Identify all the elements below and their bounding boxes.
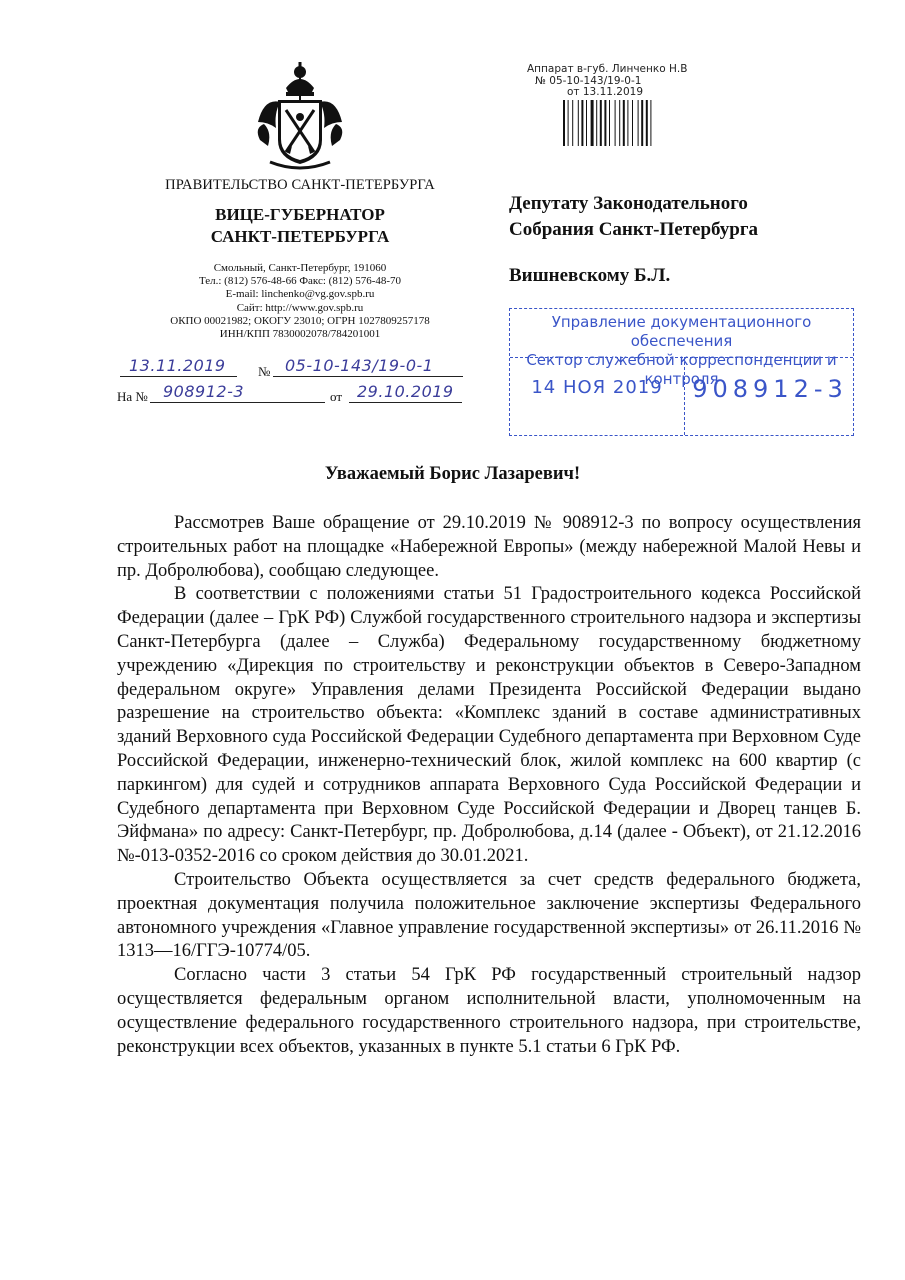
addressee-name: Вишневскому Б.Л. <box>509 265 671 286</box>
barcode-line-3: от 13.11.2019 <box>567 86 643 98</box>
addressee-line-2: Собрания Санкт-Петербурга <box>509 219 759 240</box>
outgoing-number: 05-10-143/19-0-1 <box>285 356 434 375</box>
letter-body <box>117 512 861 1059</box>
contact-site: Сайт: http://www.gov.spb.ru <box>236 301 364 314</box>
stamp-number: 908912-3 <box>692 375 848 403</box>
incoming-number: 908912-3 <box>163 382 245 401</box>
barcode-line-1: Аппарат в-губ. Линченко Н.В <box>527 63 688 75</box>
contact-phone: Тел.: (812) 576-48-66 Факс: (812) 576-48-70 <box>198 275 402 288</box>
stamp-date: 14 НОЯ 2019 <box>531 377 663 398</box>
incoming-date-label: от <box>330 389 343 404</box>
official-title <box>130 204 470 248</box>
paragraph-4: Согласно части 3 статьи 54 ГрК РФ государственный строительный надзор осуществляется федеральным органом исполнительной власти, уполномоченным на осуществление федерального государственного строительного надзора, при строительстве, реконструкции всех объектов, указанных в пункте 5.1 статьи 6 ГрК РФ. <box>117 965 861 1057</box>
contact-inn: ИНН/КПП 7830002078/784201001 <box>219 328 381 341</box>
official-title-line-2: САНКТ-ПЕТЕРБУРГА <box>210 227 390 246</box>
outgoing-number-label: № <box>258 364 271 379</box>
org-name: ПРАВИТЕЛЬСТВО САНКТ-ПЕТЕРБУРГА <box>165 177 435 193</box>
contact-email: E-mail: linchenko@vg.gov.spb.ru <box>225 288 375 301</box>
stamp-department: Управление документационного обеспечения <box>551 313 812 350</box>
paragraph-2: В соответствии с положениями статьи 51 Градостроительного кодекса Российской Федерации (далее – ГрК РФ) Службой государственного строительного надзора и экспертизы Санкт-Петербурга (далее – Служба) Федеральному государственному бюджетному учреждению «Дирекция по строительству и реконструкции объектов в Северо-Западном федеральном округе» Управления делами Президента Российской Федерации выдано разрешение на строительство объекта: «Комплекс зданий в составе административных зданий Верховного суда Российской Федерации Судебного департамента при Верховном Суде Российской Федерации, инженерно-технический блок, жилой комплекс на 600 квартир (с паркингом) для судей и сотрудников аппарата Верховного Суда Российской Федерации и Судебного департамента при Верховном Суде Российской Федерации и Дворец танцев Б. Эйфмана» по адресу: Санкт-Петербург, пр. Добролюбова, д.14 (далее - Объект), от 21.12.2016 №-013-0352-2016 со сроком действия до 30.01.2021. <box>117 584 861 867</box>
paragraph-1: Рассмотрев Ваше обращение от 29.10.2019 № 908912-3 по вопросу осуществления строительных работ на площадке «Набережной Европы» (между набережной Малой Невы и пр. Добролюбова), сообщаю следующее. <box>117 513 861 581</box>
greeting: Уважаемый Борис Лазаревич! <box>324 464 581 484</box>
paragraph-3: Строительство Объекта осуществляется за счет средств федерального бюджета, проектная документация получила положительное заключение экспертизы Федерального автономного учреждения «Главное управление государственной экспертизы» от 26.11.2016 № 1313—16/ГГЭ-10774/05. <box>117 869 861 962</box>
contact-address: Смольный, Санкт-Петербург, 191060 <box>213 262 387 274</box>
official-title-line-1: ВИЦЕ-ГУБЕРНАТОР <box>215 205 385 224</box>
barcode-label <box>527 64 687 99</box>
addressee-line-1: Депутату Законодательного <box>509 193 748 214</box>
outgoing-date: 13.11.2019 <box>129 356 226 375</box>
barcode-line-2: № 05-10-143/19-0-1 <box>535 74 642 87</box>
barcode <box>562 100 670 146</box>
contact-block <box>130 262 470 341</box>
contact-codes: ОКПО 00021982; ОКОГУ 23010; ОГРН 1027809257178 <box>170 314 430 327</box>
incoming-date: 29.10.2019 <box>357 382 454 401</box>
incoming-number-label: На № <box>117 389 148 404</box>
stamp-sector: Сектор служебной корреспонденции и контроля <box>526 351 837 388</box>
incoming-registration-stamp <box>509 308 854 436</box>
coat-of-arms-emblem <box>250 62 350 172</box>
addressee-position <box>509 191 758 243</box>
registration-block <box>117 352 477 412</box>
